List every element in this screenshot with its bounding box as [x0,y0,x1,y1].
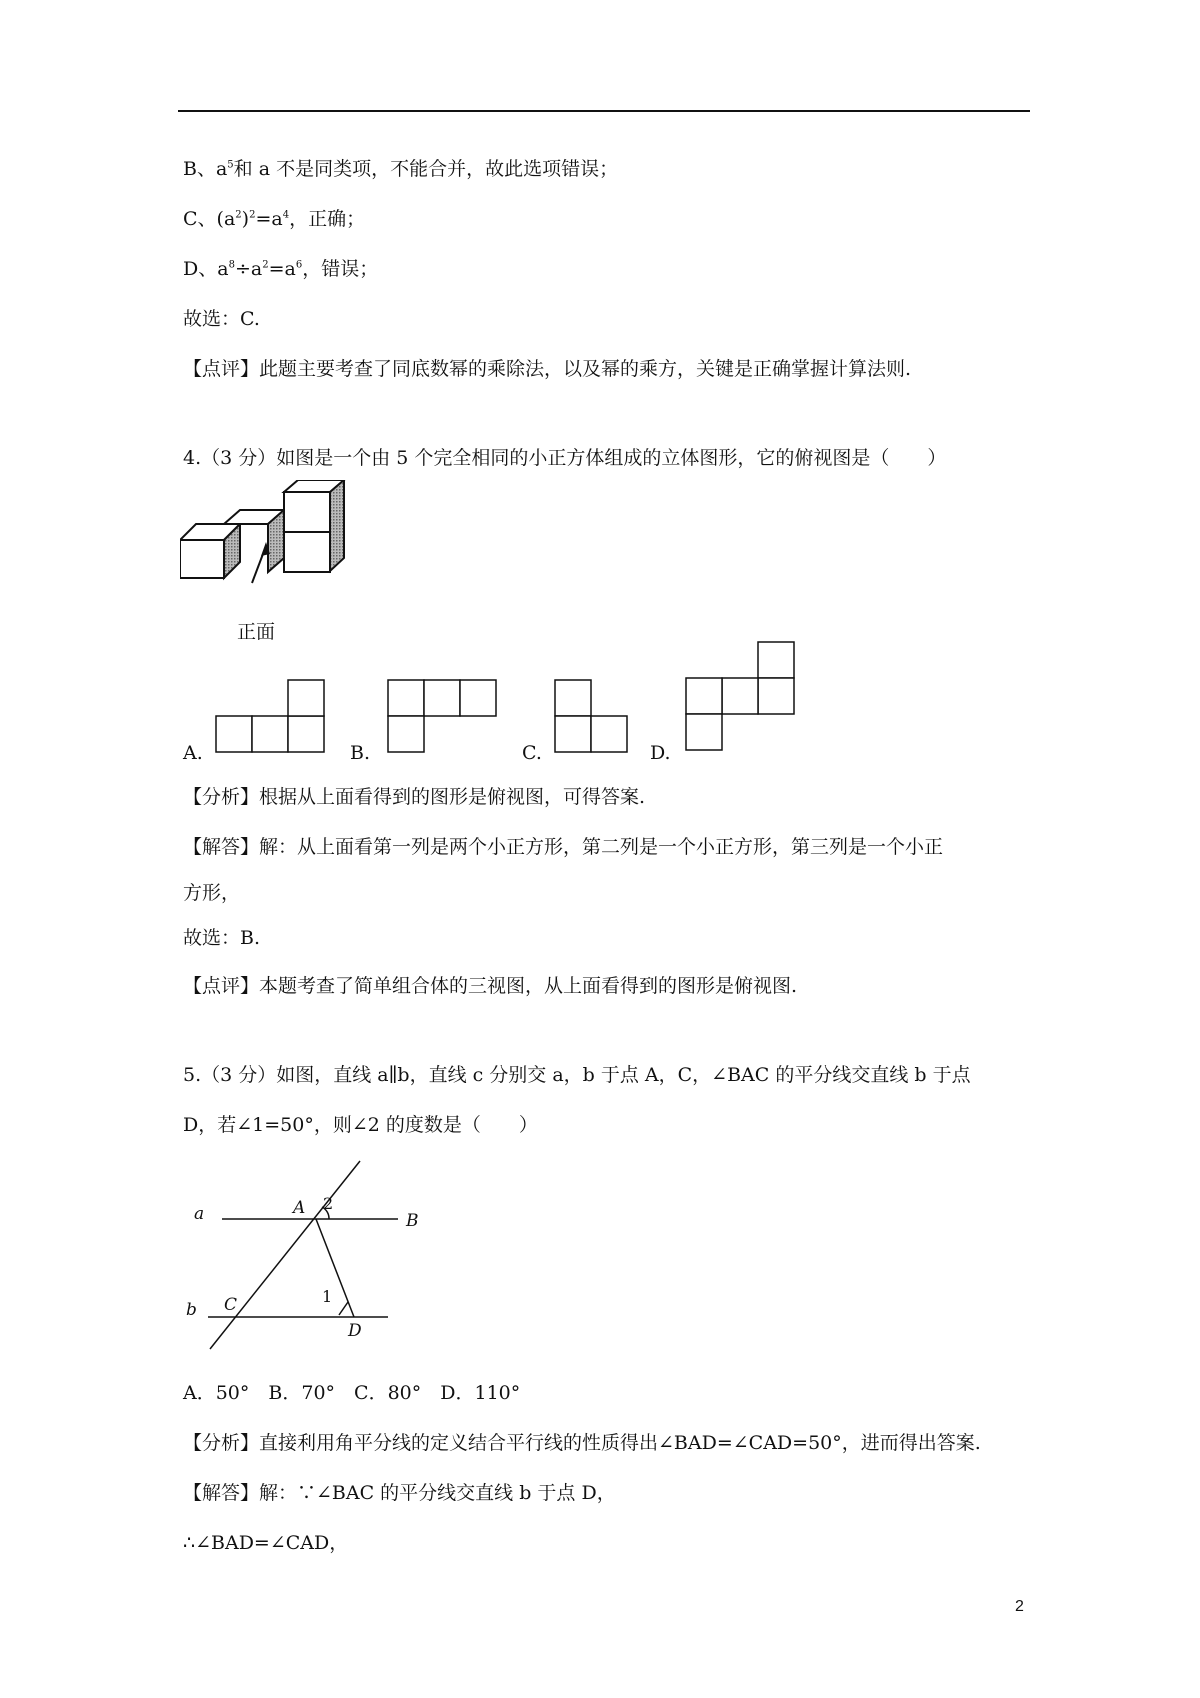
q3-answer: 故选：C. [183,308,260,330]
q4-comment: 【点评】本题考查了简单组合体的三视图，从上面看得到的图形是俯视图. [183,975,798,997]
label-C: C [224,1295,238,1315]
q4-option-d-figure [680,638,800,756]
label-D: D [348,1321,362,1341]
q4-answer: 故选：B. [183,927,261,949]
q3-option-b: B、$a^5$和 a 不是同类项，不能合并，故此选项错误； [183,158,619,180]
q5-solution-line2: ∴∠BAD=∠CAD， [183,1532,349,1554]
q3-option-d: D、$a^8\div a^2=a^6$，错误； [183,258,379,280]
front-label: 正面 [237,621,276,643]
q4-option-a-figure [214,676,329,756]
label-B: B [406,1211,419,1231]
q4-option-c-figure [553,676,633,756]
q5-options: A．50° B．70° C．80° D．110° [183,1382,521,1404]
q4-option-b-label: B. [350,742,371,764]
q4-option-d-label: D. [650,742,671,764]
q4-option-a-label: A. [183,742,203,764]
q5-question-line1: 5.（3 分）如图，直线 a∥b，直线 c 分别交 a，b 于点 A，C，∠BAC 的平分线交直线 b 于点 [183,1064,971,1086]
q4-solid-figure [180,480,360,640]
label-a: a [194,1204,205,1224]
q4-option-b-figure [386,676,501,756]
q5-question-line2: D，若∠1=50°，则∠2 的度数是（ ） [183,1114,538,1136]
q4-solution-line1: 【解答】解：从上面看第一列是两个小正方形，第二列是一个小正方形，第三列是一个小正 [183,836,944,858]
q3-option-c: C、$(a^2)^2=a^4$，正确； [183,208,366,230]
q4-solution-line2: 方形， [183,882,241,904]
q4-option-c-label: C. [522,742,542,764]
label-angle-1: 1 [322,1287,333,1306]
page-number: 2 [1015,1598,1024,1615]
q4-analysis: 【分析】根据从上面看得到的图形是俯视图，可得答案. [183,786,646,808]
header-rule [178,110,1030,112]
q5-parallel-lines-figure [180,1155,440,1355]
label-A: A [293,1198,306,1218]
q3-comment: 【点评】此题主要考查了同底数幂的乘除法，以及幂的乘方，关键是正确掌握计算法则. [183,358,912,380]
label-angle-2: 2 [323,1194,334,1213]
q4-question: 4.（3 分）如图是一个由 5 个完全相同的小正方体组成的立体图形，它的俯视图是（ ） [183,447,947,469]
q5-solution-line1: 【解答】解：∵∠BAC 的平分线交直线 b 于点 D， [183,1482,616,1504]
label-b: b [186,1300,197,1320]
q5-analysis: 【分析】直接利用角平分线的定义结合平行线的性质得出∠BAD=∠CAD=50°，进而得出答案. [183,1432,981,1454]
